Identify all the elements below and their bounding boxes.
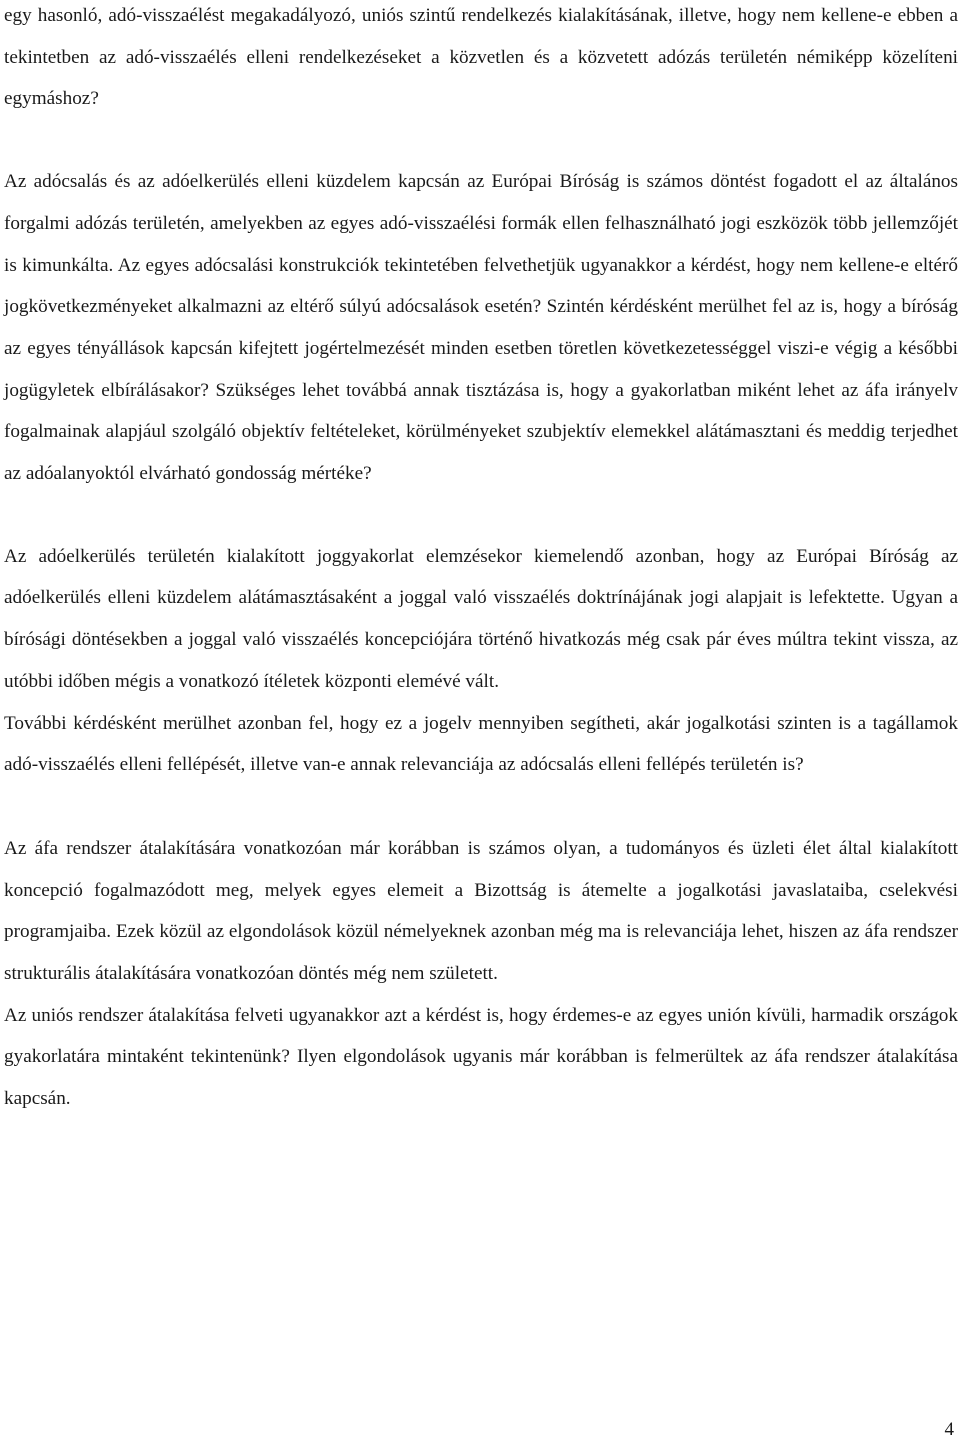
paragraph: Az áfa rendszer átalakítására vonatkozóan már korábban is számos olyan, a tudományos és üzleti élet által kialakított koncepció fogalmazódott meg, melyek egyes elemeit a Bizottság is átemelte a jogalkotási javaslataiba, cselekvési programjaiba. Ezek közül az elgondolások közül némelyeknek azonban még ma is relevanciája lehet, hiszen az áfa rendszer strukturális átalakítására vonatkozóan döntés még nem született. <box>4 837 958 985</box>
paragraph: Az uniós rendszer átalakítása felveti ugyanakkor azt a kérdést is, hogy érdemes-e az egyes unión kívüli, harmadik országok gyakorlatára mintaként tekintenünk? Ilyen elgondolások ugyanis már korábban is felmerültek az áfa rendszer átalakítása kapcsán. <box>4 1004 958 1110</box>
paragraph: egy hasonló, adó-visszaélést megakadályozó, uniós szintű rendelkezés kialakításának, illetve, hogy nem kellene-e ebben a tekintetben az adó-visszaélés elleni rendelkezéseket a közvetlen és a közvetett adózás területén némiképp közelíteni egymáshoz? <box>4 5 958 110</box>
paragraph: Az adócsalás és az adóelkerülés elleni küzdelem kapcsán az Európai Bíróság is számos döntést fogadott el az általános forgalmi adózás területén, amelyekben az egyes adó-visszaélési formák ellen felhasználható jogi eszközök több jellemzőjét is kimunkálta. Az egyes adócsalási konstrukciók tekintetében felvethetjük ugyanakkor a kérdést, hogy nem kellene-e eltérő jogkövetkezményeket alkalmazni az eltérő súlyú adócsalások esetén? Szintén kérdésként merülhet fel az is, hogy a bíróság az egyes tényállások kapcsán kifejtett jogértelmezését minden esetben töretlen következetességgel viszi-e végig a későbbi jogügyletek elbírálásakor? Szükséges lehet továbbá annak tisztázása is, hogy a gyakorlatban miként lehet az áfa irányelv fogalmainak alapjául szolgáló objektív feltételeket, körülményeket szubjektív elemekkel alátámasztani és meddig terjedhet az adóalanyoktól elvárható gondosság mértéke? <box>4 171 958 485</box>
document-page <box>4 0 958 1120</box>
page-number: 4 <box>944 1419 954 1440</box>
paragraph: Az adóelkerülés területén kialakított joggyakorlat elemzésekor kiemelendő azonban, hogy az Európai Bíróság az adóelkerülés elleni küzdelem alátámasztásaként a joggal való visszaélés doktrínájának jogi alapjait is lefektette. Ugyan a bírósági döntésekben a joggal való visszaélés koncepciójára történő hivatkozás még csak pár éves múltra tekint vissza, az utóbbi időben mégis a vonatkozó ítéletek központi elemévé vált. <box>4 545 958 692</box>
paragraph: További kérdésként merülhet azonban fel, hogy ez a jogelv mennyiben segítheti, akár jogalkotási szinten is a tagállamok adó-visszaélés elleni fellépését, illetve van-e annak relevanciája az adócsalás elleni fellépés területén is? <box>4 712 958 776</box>
